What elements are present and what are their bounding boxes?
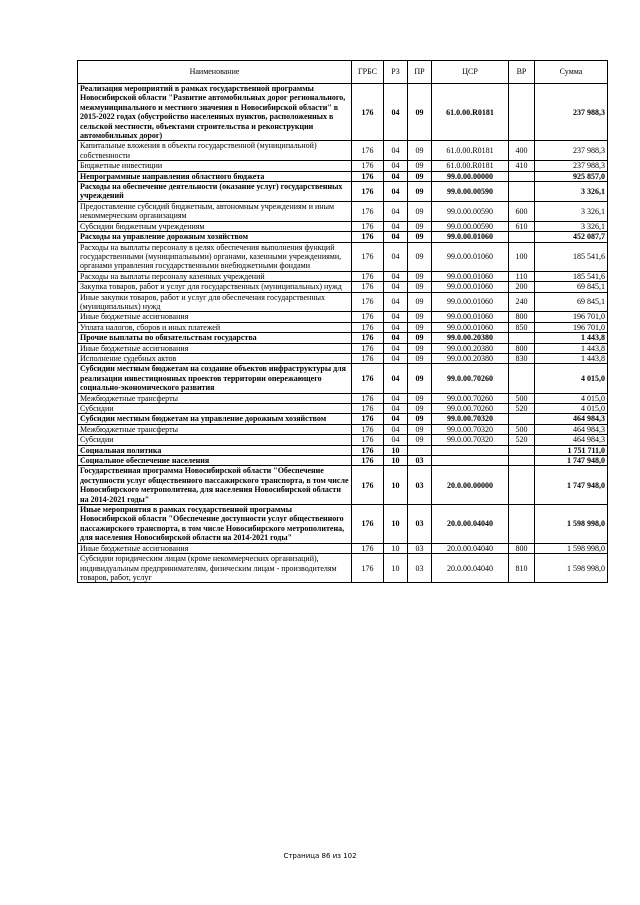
cell-grbs: 176 [352,201,384,221]
cell-grbs: 176 [352,466,384,505]
cell-grbs: 176 [352,543,384,553]
cell-rz: 04 [384,435,408,445]
cell-rz: 04 [384,353,408,363]
cell-csr: 20.0.00.04040 [432,505,509,544]
cell-csr: 99.0.00.20380 [432,333,509,343]
cell-vr: 100 [509,242,535,271]
cell-rz: 04 [384,232,408,242]
cell-vr [509,456,535,466]
table-row [78,353,608,363]
cell-csr [432,445,509,455]
cell-vr [509,466,535,505]
cell-pr [408,445,432,455]
cell-sum: 464 984,3 [535,424,608,434]
table-row [78,554,608,583]
cell-name: Расходы на выплаты персоналу в целях обеспечения выполнения функций государственными (муниципальными) органами, казенными учреждениями, органами управления государственными внебюджетными фондами [78,242,352,271]
cell-csr: 20.0.00.04040 [432,543,509,553]
cell-rz: 10 [384,543,408,553]
cell-name: Предоставление субсидий бюджетным, автономным учреждениям и иным некоммерческим организациям [78,201,352,221]
cell-sum: 1 598 998,0 [535,505,608,544]
cell-csr: 99.0.00.01060 [432,322,509,332]
cell-vr: 500 [509,424,535,434]
cell-sum: 196 701,0 [535,322,608,332]
cell-name: Расходы на обеспечение деятельности (оказание услуг) государственных учреждений [78,182,352,202]
cell-rz: 04 [384,312,408,322]
table-row [78,393,608,403]
cell-name: Социальное обеспечение населения [78,456,352,466]
cell-vr [509,84,535,141]
cell-vr [509,232,535,242]
cell-csr: 99.0.00.00000 [432,171,509,181]
cell-rz: 04 [384,182,408,202]
cell-vr: 500 [509,393,535,403]
cell-grbs: 176 [352,554,384,583]
cell-rz: 10 [384,505,408,544]
table-row [78,84,608,141]
cell-rz: 04 [384,271,408,281]
cell-sum: 69 845,1 [535,292,608,312]
cell-grbs: 176 [352,404,384,414]
cell-pr: 03 [408,456,432,466]
header-vr: ВР [509,61,535,84]
cell-name: Исполнение судебных актов [78,353,352,363]
cell-name: Иные бюджетные ассигнования [78,543,352,553]
cell-sum: 1 443,8 [535,333,608,343]
cell-csr: 99.0.00.70260 [432,393,509,403]
cell-rz: 10 [384,445,408,455]
table-row [78,505,608,544]
cell-sum: 185 541,6 [535,271,608,281]
cell-grbs: 176 [352,414,384,424]
cell-pr: 09 [408,414,432,424]
cell-grbs: 176 [352,161,384,171]
table-row [78,232,608,242]
table-row [78,414,608,424]
cell-sum: 4 015,0 [535,364,608,393]
cell-rz: 04 [384,282,408,292]
table-row [78,404,608,414]
cell-sum: 1 747 948,0 [535,466,608,505]
cell-grbs: 176 [352,232,384,242]
cell-name: Субсидии [78,435,352,445]
cell-name: Субсидии [78,404,352,414]
header-pr: ПР [408,61,432,84]
cell-name: Капитальные вложения в объекты государственной (муниципальной) собственности [78,141,352,161]
cell-sum: 1 598 998,0 [535,554,608,583]
table-row [78,201,608,221]
cell-vr: 400 [509,141,535,161]
cell-rz: 04 [384,221,408,231]
cell-name: Расходы на управление дорожным хозяйством [78,232,352,242]
cell-pr: 09 [408,171,432,181]
table-row [78,242,608,271]
cell-pr: 09 [408,242,432,271]
cell-name: Иные закупки товаров, работ и услуг для обеспечения государственных (муниципальных) нужд [78,292,352,312]
cell-sum: 69 845,1 [535,282,608,292]
cell-pr: 09 [408,282,432,292]
cell-csr: 99.0.00.01060 [432,312,509,322]
header-grbs: ГРБС [352,61,384,84]
cell-csr: 20.0.00.00000 [432,466,509,505]
cell-pr: 09 [408,364,432,393]
cell-name: Субсидии местным бюджетам на создание объектов инфраструктуры для реализации инвестиционных проектов территории опережающего социально-экономического развития [78,364,352,393]
cell-sum: 925 857,0 [535,171,608,181]
cell-rz: 04 [384,404,408,414]
cell-vr [509,364,535,393]
cell-name: Реализация мероприятий в рамках государственной программы Новосибирской области "Развитие автомобильных дорог регионального, межмуниципального и местного значения в Новосибирской области" в 2015-2022 годах (обустройство населенных пунктов, расположенных в сельской местности, объектами строительства и реконструкции автомобильных дорог) [78,84,352,141]
cell-name: Межбюджетные трансферты [78,424,352,434]
cell-grbs: 176 [352,435,384,445]
cell-pr: 09 [408,343,432,353]
table-row [78,282,608,292]
cell-vr: 800 [509,312,535,322]
cell-pr: 09 [408,161,432,171]
cell-rz: 04 [384,322,408,332]
cell-sum: 3 326,1 [535,221,608,231]
cell-rz: 10 [384,466,408,505]
cell-sum: 1 598 998,0 [535,543,608,553]
cell-rz: 04 [384,364,408,393]
cell-sum: 3 326,1 [535,201,608,221]
cell-rz: 04 [384,242,408,271]
cell-grbs: 176 [352,221,384,231]
cell-pr: 09 [408,84,432,141]
cell-grbs: 176 [352,182,384,202]
cell-name: Субсидии юридическим лицам (кроме некоммерческих организаций), индивидуальным предпринимателям, физическим лицам - производителям товаров, работ, услуг [78,554,352,583]
cell-csr: 99.0.00.01060 [432,232,509,242]
cell-name: Прочие выплаты по обязательствам государства [78,333,352,343]
cell-name: Иные мероприятия в рамках государственной программы Новосибирской области "Обеспечение доступности услуг общественного пассажирского транспорта, в том числе Новосибирского метрополитена, для населения Новосибирской области на 2014-2021 годы" [78,505,352,544]
cell-name: Расходы на выплаты персоналу казенных учреждений [78,271,352,281]
cell-rz: 04 [384,201,408,221]
cell-grbs: 176 [352,456,384,466]
cell-name: Уплата налогов, сборов и иных платежей [78,322,352,332]
cell-grbs: 176 [352,282,384,292]
cell-pr: 09 [408,404,432,414]
cell-sum: 237 988,3 [535,84,608,141]
table-row [78,171,608,181]
cell-vr [509,171,535,181]
cell-vr: 830 [509,353,535,363]
cell-sum: 4 015,0 [535,404,608,414]
cell-vr: 810 [509,554,535,583]
cell-vr: 110 [509,271,535,281]
cell-grbs: 176 [352,343,384,353]
cell-pr: 09 [408,333,432,343]
table-row [78,292,608,312]
page-number: Страница 86 из 102 [283,852,357,860]
cell-pr: 09 [408,271,432,281]
cell-pr: 09 [408,435,432,445]
cell-vr: 600 [509,201,535,221]
table-header-row [78,61,608,84]
cell-name: Иные бюджетные ассигнования [78,312,352,322]
cell-rz: 04 [384,141,408,161]
cell-vr: 800 [509,543,535,553]
header-sum: Сумма [535,61,608,84]
cell-grbs: 176 [352,322,384,332]
cell-vr: 200 [509,282,535,292]
table-row [78,435,608,445]
table-row [78,312,608,322]
cell-pr: 09 [408,424,432,434]
cell-pr: 03 [408,543,432,553]
cell-pr: 09 [408,353,432,363]
cell-vr [509,445,535,455]
cell-sum: 1 443,8 [535,353,608,363]
cell-rz: 04 [384,393,408,403]
cell-vr [509,333,535,343]
cell-vr: 800 [509,343,535,353]
table-row [78,161,608,171]
cell-csr: 61.0.00.R0181 [432,141,509,161]
cell-name: Социальная политика [78,445,352,455]
cell-csr: 99.0.00.20380 [432,353,509,363]
cell-csr: 99.0.00.20380 [432,343,509,353]
cell-pr: 09 [408,232,432,242]
cell-pr: 09 [408,292,432,312]
cell-csr: 99.0.00.01060 [432,242,509,271]
cell-sum: 452 087,7 [535,232,608,242]
table-row [78,343,608,353]
cell-sum: 1 443,8 [535,343,608,353]
cell-grbs: 176 [352,364,384,393]
cell-pr: 09 [408,201,432,221]
cell-vr [509,414,535,424]
cell-grbs: 176 [352,271,384,281]
cell-pr: 03 [408,554,432,583]
table-row [78,141,608,161]
cell-grbs: 176 [352,312,384,322]
cell-name: Бюджетные инвестиции [78,161,352,171]
cell-rz: 10 [384,456,408,466]
cell-pr: 03 [408,466,432,505]
cell-vr: 240 [509,292,535,312]
cell-rz: 04 [384,84,408,141]
cell-grbs: 176 [352,424,384,434]
table-row [78,182,608,202]
cell-vr: 850 [509,322,535,332]
cell-csr: 99.0.00.01060 [432,282,509,292]
cell-rz: 04 [384,414,408,424]
header-rz: РЗ [384,61,408,84]
cell-rz: 10 [384,554,408,583]
cell-csr: 99.0.00.00590 [432,201,509,221]
table-row [78,364,608,393]
cell-grbs: 176 [352,445,384,455]
table-row [78,221,608,231]
cell-rz: 04 [384,161,408,171]
cell-name: Закупка товаров, работ и услуг для государственных (муниципальных) нужд [78,282,352,292]
cell-rz: 04 [384,292,408,312]
cell-pr: 09 [408,221,432,231]
budget-table [77,60,608,583]
cell-vr [509,182,535,202]
cell-vr: 520 [509,435,535,445]
header-name: Наименование [78,61,352,84]
cell-grbs: 176 [352,333,384,343]
table-row [78,322,608,332]
cell-csr: 61.0.00.R0181 [432,84,509,141]
cell-name: Межбюджетные трансферты [78,393,352,403]
cell-pr: 09 [408,322,432,332]
cell-rz: 04 [384,424,408,434]
cell-name: Субсидии местным бюджетам на управление дорожным хозяйством [78,414,352,424]
cell-csr: 99.0.00.70260 [432,364,509,393]
cell-csr [432,456,509,466]
cell-grbs: 176 [352,505,384,544]
cell-sum: 464 984,3 [535,435,608,445]
cell-grbs: 176 [352,141,384,161]
cell-grbs: 176 [352,84,384,141]
header-csr: ЦСР [432,61,509,84]
cell-vr: 410 [509,161,535,171]
cell-vr [509,505,535,544]
cell-rz: 04 [384,171,408,181]
cell-csr: 99.0.00.00590 [432,221,509,231]
table-row [78,424,608,434]
cell-pr: 09 [408,141,432,161]
cell-csr: 99.0.00.70320 [432,414,509,424]
cell-name: Иные бюджетные ассигнования [78,343,352,353]
table-row [78,333,608,343]
cell-csr: 99.0.00.01060 [432,292,509,312]
cell-name: Государственная программа Новосибирской области "Обеспечение доступности услуг общественного пассажирского транспорта, в том числе Новосибирского метрополитена, для населения Новосибирской области на 2014-2021 годы" [78,466,352,505]
cell-vr: 610 [509,221,535,231]
cell-grbs: 176 [352,393,384,403]
cell-csr: 99.0.00.01060 [432,271,509,281]
cell-sum: 4 015,0 [535,393,608,403]
cell-grbs: 176 [352,353,384,363]
table-row [78,445,608,455]
cell-sum: 1 751 711,0 [535,445,608,455]
cell-pr: 03 [408,505,432,544]
table-row [78,466,608,505]
cell-sum: 237 988,3 [535,161,608,171]
table-row [78,456,608,466]
cell-csr: 20.0.00.04040 [432,554,509,583]
table-row [78,271,608,281]
cell-csr: 61.0.00.R0181 [432,161,509,171]
cell-sum: 237 988,3 [535,141,608,161]
cell-sum: 185 541,6 [535,242,608,271]
cell-csr: 99.0.00.70320 [432,435,509,445]
cell-sum: 196 701,0 [535,312,608,322]
cell-pr: 09 [408,182,432,202]
cell-pr: 09 [408,312,432,322]
cell-grbs: 176 [352,171,384,181]
cell-sum: 464 984,3 [535,414,608,424]
cell-rz: 04 [384,343,408,353]
cell-csr: 99.0.00.70320 [432,424,509,434]
cell-name: Непрограммные направления областного бюджета [78,171,352,181]
cell-csr: 99.0.00.00590 [432,182,509,202]
cell-csr: 99.0.00.70260 [432,404,509,414]
cell-sum: 1 747 948,0 [535,456,608,466]
cell-grbs: 176 [352,292,384,312]
cell-name: Субсидии бюджетным учреждениям [78,221,352,231]
cell-rz: 04 [384,333,408,343]
cell-pr: 09 [408,393,432,403]
table-row [78,543,608,553]
cell-grbs: 176 [352,242,384,271]
cell-sum: 3 326,1 [535,182,608,202]
cell-vr: 520 [509,404,535,414]
